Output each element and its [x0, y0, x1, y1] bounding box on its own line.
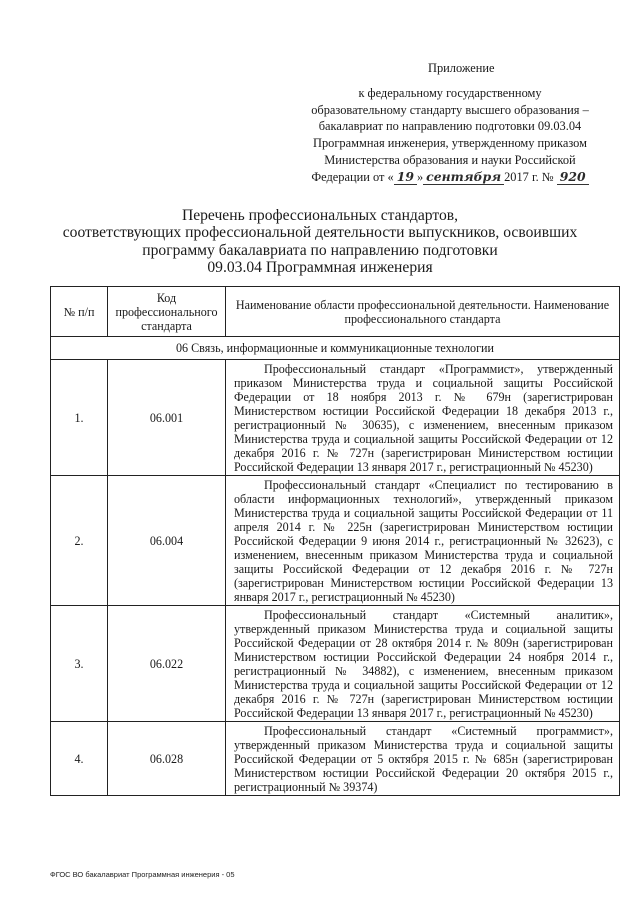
table-header-row — [51, 287, 620, 337]
section-title: 06 Связь, информационные и коммуникационные технологии — [51, 337, 620, 360]
date-prefix: Федерации от « — [311, 169, 394, 184]
row-num: 3. — [51, 606, 108, 722]
appendix-line: образовательному стандарту высшего образования – — [311, 102, 589, 117]
header-name: Наименование области профессиональной деятельности. Наименование профессионального стандарта — [226, 287, 620, 337]
appendix-heading: Приложение — [428, 61, 495, 75]
appendix-line: Программная инженерия, утвержденному приказом — [313, 136, 587, 151]
title-line: 09.03.04 Программная инженерия — [207, 259, 433, 277]
row-text — [226, 360, 620, 476]
row-text-content: Профессиональный стандарт «Системный аналитик», утвержденный приказом Министерства труда и социальной защиты Российской Федерации от 28 октября 2014 г. № 809н (зарегистрирован Министерством юстиции Российской Федерации 24 ноября 2014 г., регистрационный № 34882), с изменением, внесенным приказом Министерства труда и социальной защиты Российской Федерации от 12 декабря 2016 г. № 727н (зарегистрирован Министерством юстиции Российской Федерации 13 января 2017 г., регистрационный № 45230) — [234, 608, 613, 720]
table-row — [51, 722, 620, 796]
page-footer: ФГОС ВО бакалавриат Программная инженерия - 05 — [50, 870, 235, 879]
row-text — [226, 722, 620, 796]
row-code: 06.022 — [108, 606, 226, 722]
row-text-content: Профессиональный стандарт «Программист», утвержденный приказом Министерства труда и социальной защиты Российской Федерации от 18 ноября 2013 г. № 679н (зарегистрирован Министерством юстиции Российской Федерации 18 декабря 2013 г., регистрационный № 30635), с изменением, внесенным приказом Министерства труда и социальной защиты Российской Федерации от 12 декабря 2016 г. № 727н (зарегистрирован Министерством юстиции Российской Федерации 13 января 2017 г., регистрационный № 45230) — [234, 362, 613, 474]
date-year: 2017 г. № — [504, 169, 554, 184]
header-num: № п/п — [51, 287, 108, 337]
section-row — [51, 337, 620, 360]
handwritten-month: сентября — [423, 169, 504, 185]
row-text-content: Профессиональный стандарт «Специалист по тестированию в области информационных технологий», утвержденный приказом Министерства труда и социальной защиты Российской Федерации от 11 апреля 2014 г. № 225н (зарегистрирован Министерством юстиции Российской Федерации 9 июня 2014 г., регистрационный № 32623), с изменением, внесенным приказом Министерства труда и социальной защиты Российской Федерации от 12 декабря 2016 г. № 727н (зарегистрирован Министерством юстиции Российской Федерации 13 января 2017 г., регистрационный № 45230) — [234, 478, 613, 604]
date-mid: » — [416, 169, 424, 184]
appendix-line: бакалавриат по направлению подготовки 09.03.04 — [318, 119, 582, 134]
title-line: программу бакалавриата по направлению подготовки — [142, 241, 498, 259]
row-code: 06.028 — [108, 722, 226, 796]
row-code: 06.004 — [108, 476, 226, 606]
row-code: 06.001 — [108, 360, 226, 476]
title-line: соответствующих профессиональной деятельности выпускников, освоивших — [62, 224, 578, 242]
row-text-content: Профессиональный стандарт «Системный программист», утвержденный приказом Министерства труда и социальной защиты Российской Федерации от 5 октября 2015 г. № 685н (зарегистрирован Министерством юстиции Российской Федерации 20 октября 2015 г., регистрационный № 39374) — [234, 724, 613, 794]
row-num: 2. — [51, 476, 108, 606]
header-code: Код профессионального стандарта — [108, 287, 226, 337]
document-title — [60, 207, 580, 277]
appendix-line: к федеральному государственному — [358, 85, 542, 100]
row-num: 1. — [51, 360, 108, 476]
title-line: Перечень профессиональных стандартов, — [181, 207, 459, 224]
handwritten-order-number: 920 — [557, 169, 589, 185]
row-num: 4. — [51, 722, 108, 796]
appendix-date-line — [300, 169, 600, 186]
row-text — [226, 476, 620, 606]
row-text — [226, 606, 620, 722]
appendix-line: Министерства образования и науки Российской — [324, 152, 576, 167]
standards-table — [50, 286, 620, 796]
handwritten-day: 19 — [394, 169, 417, 185]
table-row — [51, 476, 620, 606]
table-row — [51, 360, 620, 476]
table-row — [51, 606, 620, 722]
appendix-block — [300, 60, 600, 186]
